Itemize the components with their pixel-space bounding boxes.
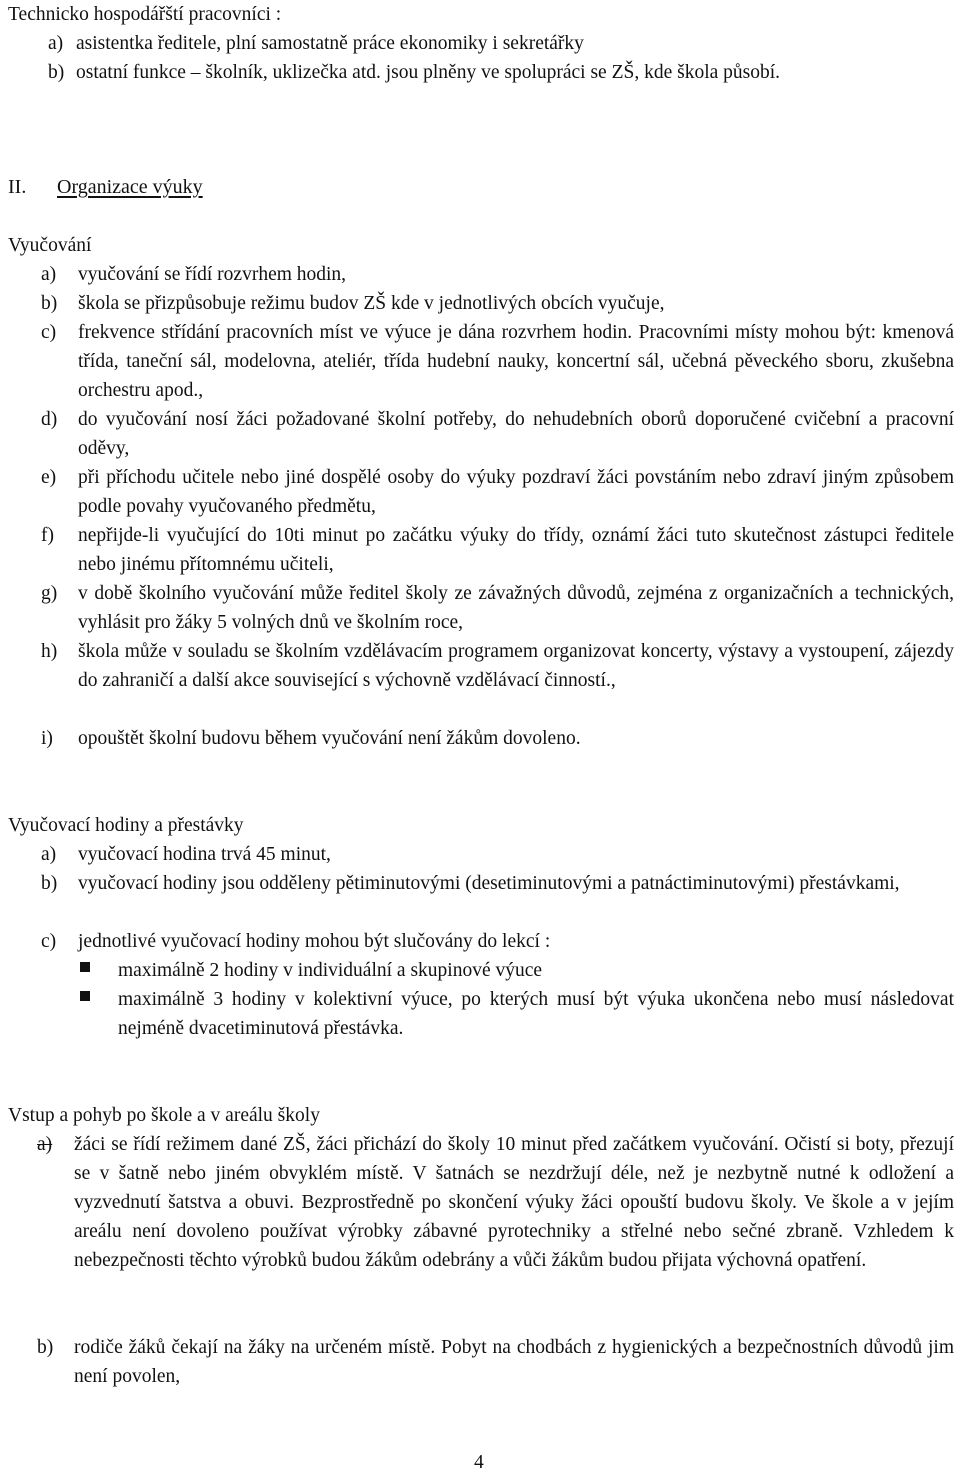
teaching-item-text: nepřijde-li vyučující do 10ti minut po začátku výuky do třídy, oznámí žáci tuto skutečnost zástupci ředitele nebo jinému přítomnému učiteli, [78,525,954,575]
teaching-item-label: i) [41,728,53,749]
breaks-title: Vyučovací hodiny a přestávky [8,815,244,836]
section-number: II. [8,176,27,198]
teaching-item-text: vyučování se řídí rozvrhem hodin, [78,264,347,285]
teaching-item-label: c) [41,322,57,343]
movement-item-label: b) [37,1337,54,1358]
staff-item-text: ostatní funkce – školník, uklizečka atd. jsou plněny ve spolupráci se ZŠ, kde škola působí. [76,62,781,83]
teaching-item-text: frekvence střídání pracovních míst ve výuce je dána rozvrhem hodin. Pracovními místy mohou být: kmenová třída, taneční sál, modelovna, ateliér, třída hudební nauky, koncertní sál, učebná pěveckého sboru, zkušebna orchestru apod., [78,322,954,401]
page-number: 4 [474,1452,484,1473]
teaching-item-label: b) [41,293,58,314]
teaching-item-text: škola se přizpůsobuje režimu budov ZŠ kde v jednotlivých obcích vyučuje, [78,293,665,314]
breaks-item-label: c) [41,931,57,952]
teaching-item-label: h) [41,641,58,662]
teaching-item-label: a) [41,264,57,285]
breaks-item-label: a) [41,844,57,865]
movement-title: Vstup a pohyb po škole a v areálu školy [8,1105,320,1126]
breaks-item-text: vyučovací hodiny jsou odděleny pětiminutovými (desetiminutovými a patnáctiminutovými) přestávkami, [78,873,900,894]
movement-item-label: a) [37,1134,53,1155]
breaks-item-text: vyučovací hodina trvá 45 minut, [78,844,331,865]
teaching-title: Vyučování [8,235,92,256]
teaching-item-text: škola může v souladu se školním vzdělávacím programem organizovat koncerty, výstavy a vystoupení, zájezdy do zahraničí a další akce související s výchovně vzdělávací činností., [78,641,954,691]
teaching-item-label: d) [41,409,58,430]
breaks-item-text: jednotlivé vyučovací hodiny mohou být slučovány do lekcí : [78,931,551,952]
teaching-item-text: při příchodu učitele nebo jiné dospělé osoby do výuky pozdraví žáci povstáním nebo zdraví jiným způsobem podle povahy vyučovaného předmětu, [78,467,954,517]
breaks-bullet-text: maximálně 3 hodiny v kolektivní výuce, po kterých musí být výuka ukončena nebo musí následovat nejméně dvacetiminutová přestávka. [118,989,954,1039]
teaching-item-text: opouštět školní budovu během vyučování není žákům dovoleno. [78,728,581,749]
movement-item-text: žáci se řídí režimem dané ZŠ, žáci přichází do školy 10 minut před začátkem vyučování. Očistí si boty, přezují se v šatně nebo jiném obvyklém místě. V šatnách se nezdržují déle, než je nezbytně nutné k odložení a vyzvednutí šatstva a obuvi. Bezprostředně po skončení výuky žáci opouští budovu školy. Ve škole a v jejím areálu není dovoleno používat výrobky zábavné pyrotechniky a střelné nebo sečné zbraně. Vzhledem k nebezpečnosti těchto výrobků budou žákům odebrány a vůči žákům budou přijata výchovná opatření. [74,1134,954,1271]
movement-item-text: rodiče žáků čekají na žáky na určeném místě. Pobyt na chodbách z hygienických a bezpečnostních důvodů jim není povolen, [74,1337,954,1387]
teaching-item-label: g) [41,583,58,604]
square-bullet-icon [80,991,90,1001]
teaching-item-text: v době školního vyučování může ředitel školy ze závažných důvodů, zejména z organizačních a technických, vyhlásit pro žáky 5 volných dnů ve školním roce, [78,583,954,633]
staff-item-label: a) [48,33,64,54]
teaching-item-label: e) [41,467,57,488]
teaching-item-label: f) [41,525,54,546]
square-bullet-icon [80,962,90,972]
staff-item-text: asistentka ředitele, plní samostatně práce ekonomiky i sekretářky [76,33,584,54]
section-title: Organizace výuky [57,176,203,198]
staff-title: Technicko hospodářští pracovníci : [8,4,282,25]
breaks-bullet-text: maximálně 2 hodiny v individuální a skupinové výuce [118,960,543,981]
staff-item-label: b) [48,62,65,83]
breaks-item-label: b) [41,873,58,894]
teaching-item-text: do vyučování nosí žáci požadované školní potřeby, do nehudebních oborů doporučené cvičební a pracovní oděvy, [78,409,954,459]
